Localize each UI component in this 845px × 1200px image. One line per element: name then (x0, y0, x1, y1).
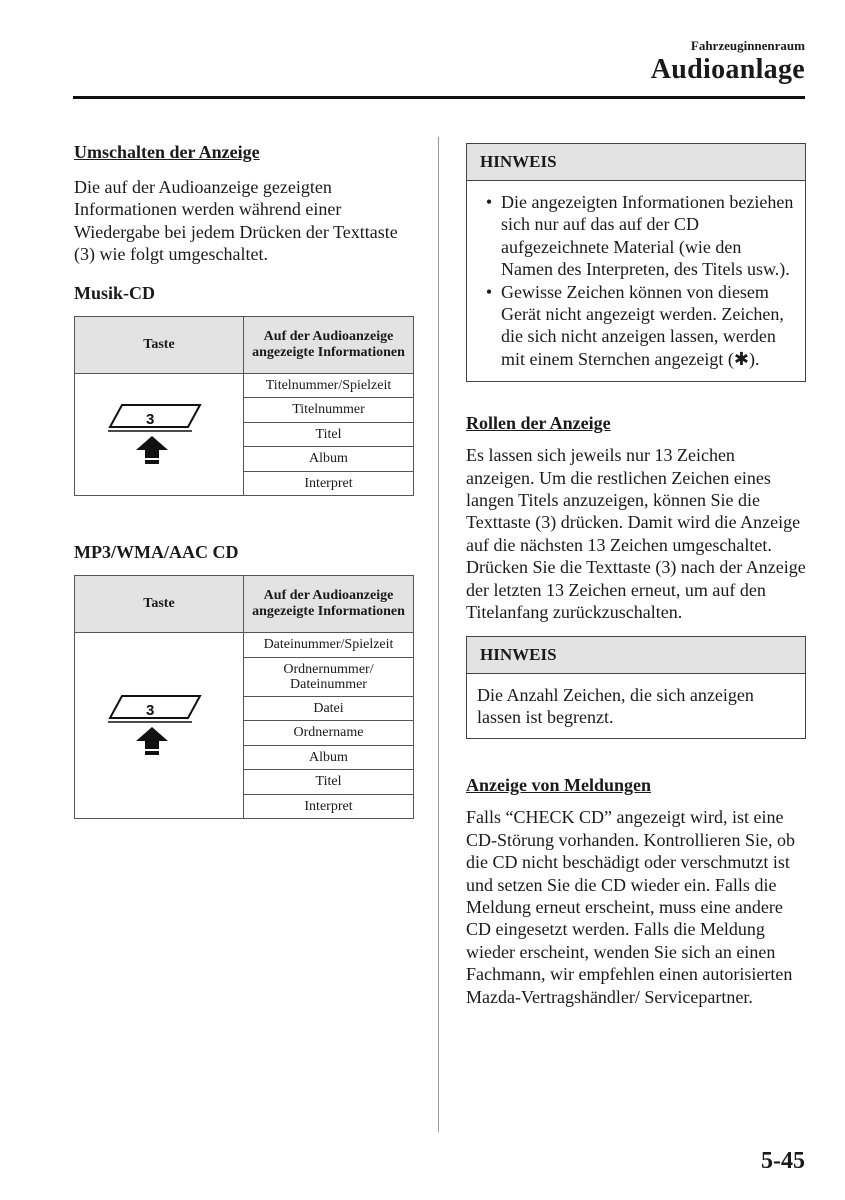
option-cell: Dateinummer/Spielzeit (244, 633, 414, 658)
heading-meldungen: Anzeige von Meldungen (466, 775, 652, 796)
asterisk-icon: ✱ (733, 348, 750, 370)
option-cell: Datei (244, 696, 414, 721)
bullet-text-end: ). (749, 348, 760, 369)
hinweis-text: Die Anzahl Zeichen, die sich anzeigen lassen ist begrenzt. (477, 684, 754, 727)
bullet-text: Die angezeigten Informationen beziehen sich nur auf das auf der CD aufgezeichnete Material (wie den Namen des Interpreten, des Titels usw.). (501, 192, 794, 280)
hinweis-body (467, 181, 805, 381)
hinweis-box-1 (466, 143, 806, 382)
option-cell: Album (244, 447, 414, 472)
text-key-3-icon (104, 397, 214, 467)
right-column (466, 143, 806, 1008)
bullet-icon: • (485, 281, 493, 302)
page-title: Audioanlage (650, 54, 805, 85)
option-cell: Ordnername (244, 721, 414, 746)
hinweis-bullet-2 (477, 281, 795, 372)
rollen-paragraph: Es lassen sich jeweils nur 13 Zeichen anzeigen. Um die restlichen Zeichen eines langen Titels anzuzeigen, können Sie die Texttaste (3) drücken. Damit wird die Anzeige auf die nächsten 13 Zeichen umgeschaltet. Drücken Sie die Texttaste (3) nach der Anzeige der letzten 13 Zeichen erneut, um auf den Titelanfang zurückzuschalten. (466, 445, 806, 623)
col-header-taste: Taste (75, 576, 244, 633)
text-key-3-label: 3 (146, 410, 155, 428)
hinweis-box-2 (466, 636, 806, 740)
mp3-cd-title: MP3/WMA/AAC CD (74, 542, 239, 563)
hinweis-heading: HINWEIS (467, 144, 805, 181)
section-name: Fahrzeuginnenraum (690, 38, 805, 53)
hinweis-bullet-1 (477, 191, 795, 281)
page-number: 5-45 (761, 1148, 805, 1174)
musik-cd-table (74, 316, 414, 497)
left-column (74, 140, 418, 819)
bullet-text-main: Gewisse Zeichen können von diesem Gerät nicht angezeigt werden. Zeichen, die sich nicht anzeigen lassen, werden mit einem Sternchen angezeigt ( (501, 281, 784, 369)
option-cell: Interpret (244, 471, 414, 496)
option-cell: Titelnummer (244, 398, 414, 423)
option-cell: Titelnummer/Spielzeit (244, 373, 414, 398)
text-key-3-icon (104, 688, 214, 758)
col-header-info: Auf der Audioanzeige angezeigte Informationen (244, 576, 414, 633)
intro-paragraph: Die auf der Audioanzeige gezeigten Informationen werden während einer Wiedergabe bei jedem Drücken der Texttaste (3) wie folgt umgeschaltet. (74, 177, 398, 265)
option-cell: Interpret (244, 794, 414, 819)
bullet-text (501, 281, 795, 372)
text-key-cell (75, 373, 244, 496)
hinweis-heading: HINWEIS (467, 637, 805, 674)
mp3-cd-table (74, 575, 414, 819)
text-key-cell (75, 633, 244, 819)
col-header-taste: Taste (75, 316, 244, 373)
option-cell: Ordnernummer/ Dateinummer (244, 657, 414, 696)
heading-rollen: Rollen der Anzeige (466, 413, 611, 434)
option-cell: Album (244, 745, 414, 770)
column-divider (438, 137, 439, 1132)
musik-cd-title: Musik-CD (74, 282, 156, 303)
heading-umschalten: Umschalten der Anzeige (74, 142, 260, 162)
col-header-info: Auf der Audioanzeige angezeigte Informationen (244, 316, 414, 373)
option-cell: Titel (244, 422, 414, 447)
header-rule (73, 96, 805, 99)
text-key-3-label: 3 (146, 702, 155, 720)
meldungen-paragraph: Falls “CHECK CD” angezeigt wird, ist eine CD-Störung vorhanden. Kontrollieren Sie, ob die CD nicht beschädigt oder verschmutzt ist und setzen Sie die CD wieder ein. Falls die Meldung erneut erscheint, muss eine andere CD eingesetzt werden. Falls die Meldung wieder erscheint, wenden Sie sich an einen Fachmann, wir empfehlen einen autorisierten Mazda-Vertragshändler/ Servicepartner. (466, 807, 795, 1007)
bullet-icon: • (485, 192, 493, 212)
option-cell: Titel (244, 770, 414, 795)
